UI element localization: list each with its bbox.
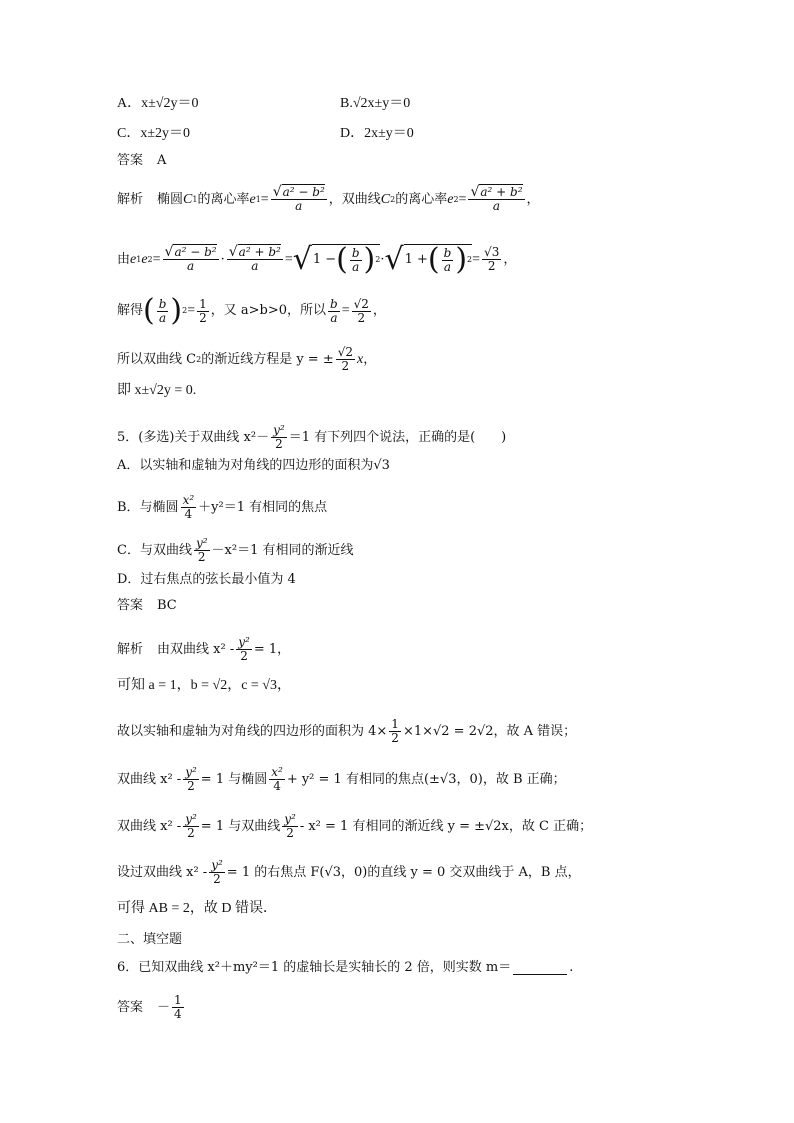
q5-analysis-line3: 故以实轴和虚轴为对角线的四边形的面积为 4× $\frac{1}{2}$ ×1×√2 = 2√2，故 A 错误； xyxy=(117,717,577,745)
q5-option-d: D．过右焦点的弦长最小值为 4 xyxy=(117,572,296,587)
q5-analysis-line6: 设过双曲线 x² - $\frac{\text{y²}}{2}$ = 1 的右焦点 F(√3，0)的直线 y = 0 交双曲线于 A，B 点， xyxy=(117,858,581,886)
section-title: 二、填空题 xyxy=(117,932,183,947)
q5-analysis-line5: 双曲线 x² - $\frac{\text{y²}}{2}$ = 1 与双曲线 $\frac{\text{y²}}{2}$ - x² = 1 有相同的渐近线 y = ±√2x，故 C 正确； xyxy=(117,812,593,840)
q5-option-b: B．与椭圆 $\frac{\text{x²}}{4}$ ＋y²＝1 有相同的焦点 xyxy=(117,493,328,521)
q4-analysis-line5: 即 x±√2y = 0. xyxy=(117,383,197,398)
answer-value: A xyxy=(157,153,167,168)
q4-analysis-line4: 所以双曲线 C 2 的渐近线方程是 y = ± $\frac{√2}{2}$ x ， xyxy=(117,345,377,373)
q5-option-c: C．与双曲线 $\frac{\text{y²}}{2}$ －x²＝1 有相同的渐近线 xyxy=(117,536,354,564)
q4-option-c: C．x±2y＝0 xyxy=(117,126,191,141)
q4-analysis-line1: 解析 椭圆 C 1 的离心率 e 1 = $\frac{\text{√a² − b²}}{a}$ ，双曲线 C 2 的离心率 e 2 = $\frac{\text{√a² + b²}}{a}$ ， xyxy=(117,184,540,213)
q5-analysis-line4: 双曲线 x² - $\frac{\text{y²}}{2}$ = 1 与椭圆 $\frac{\text{x²}}{4}$ + y² = 1 有相同的焦点(±√3，0)，故 B 正确； xyxy=(117,765,566,793)
q5-option-a: A．以实轴和虚轴为对角线的四边形的面积为√3 xyxy=(117,458,390,473)
q5-analysis-line1: 解析 由双曲线 x² - $\frac{\text{y²}}{2}$ = 1， xyxy=(117,635,291,663)
answer-label: 答案 xyxy=(117,153,144,168)
q5-analysis-line7: 可得 AB = 2，故 D 错误． xyxy=(117,901,277,916)
q4-option-a: A．x±√2y＝0 xyxy=(117,96,199,111)
q4-analysis-line2: 由 e 1 e 2 = $\frac{\text{√a² − b²}}{a}$ · $\frac{\text{√a² + b²}}{a}$ = √ 1 − ( $\frac{b}{a}$ ) 2 · √ 1 + ( $\frac{b}{a}$ ) 2 = $\frac{√3}{2}$ ， xyxy=(117,241,517,277)
q5-analysis-line2: 可知 a = 1，b = √2，c = √3， xyxy=(117,678,291,693)
q5-stem: 5．(多选)关于双曲线 x²－ $\frac{\text{y²}}{2}$ ＝1 有下列四个说法，正确的是( ) xyxy=(117,423,507,451)
q6-answer: 答案 － $\frac{1}{4}$ xyxy=(117,993,182,1021)
q4-analysis-line3: 解得 ( $\frac{b}{a}$ ) 2 = $\frac{1}{2}$ ，又 a>b>0，所以 $\frac{b}{a}$ = $\frac{√2}{2}$ ， xyxy=(117,293,386,328)
q6-stem: 6．已知双曲线 x²＋my²＝1 的虚轴长是实轴长的 2 倍，则实数 m＝ . xyxy=(117,960,574,975)
q5-answer: 答案 BC xyxy=(117,598,177,613)
q4-option-d: D．2x±y＝0 xyxy=(340,126,414,141)
q4-answer xyxy=(117,153,166,169)
q4-option-b: B.√2x±y＝0 xyxy=(340,96,411,111)
answer-blank xyxy=(513,962,567,975)
